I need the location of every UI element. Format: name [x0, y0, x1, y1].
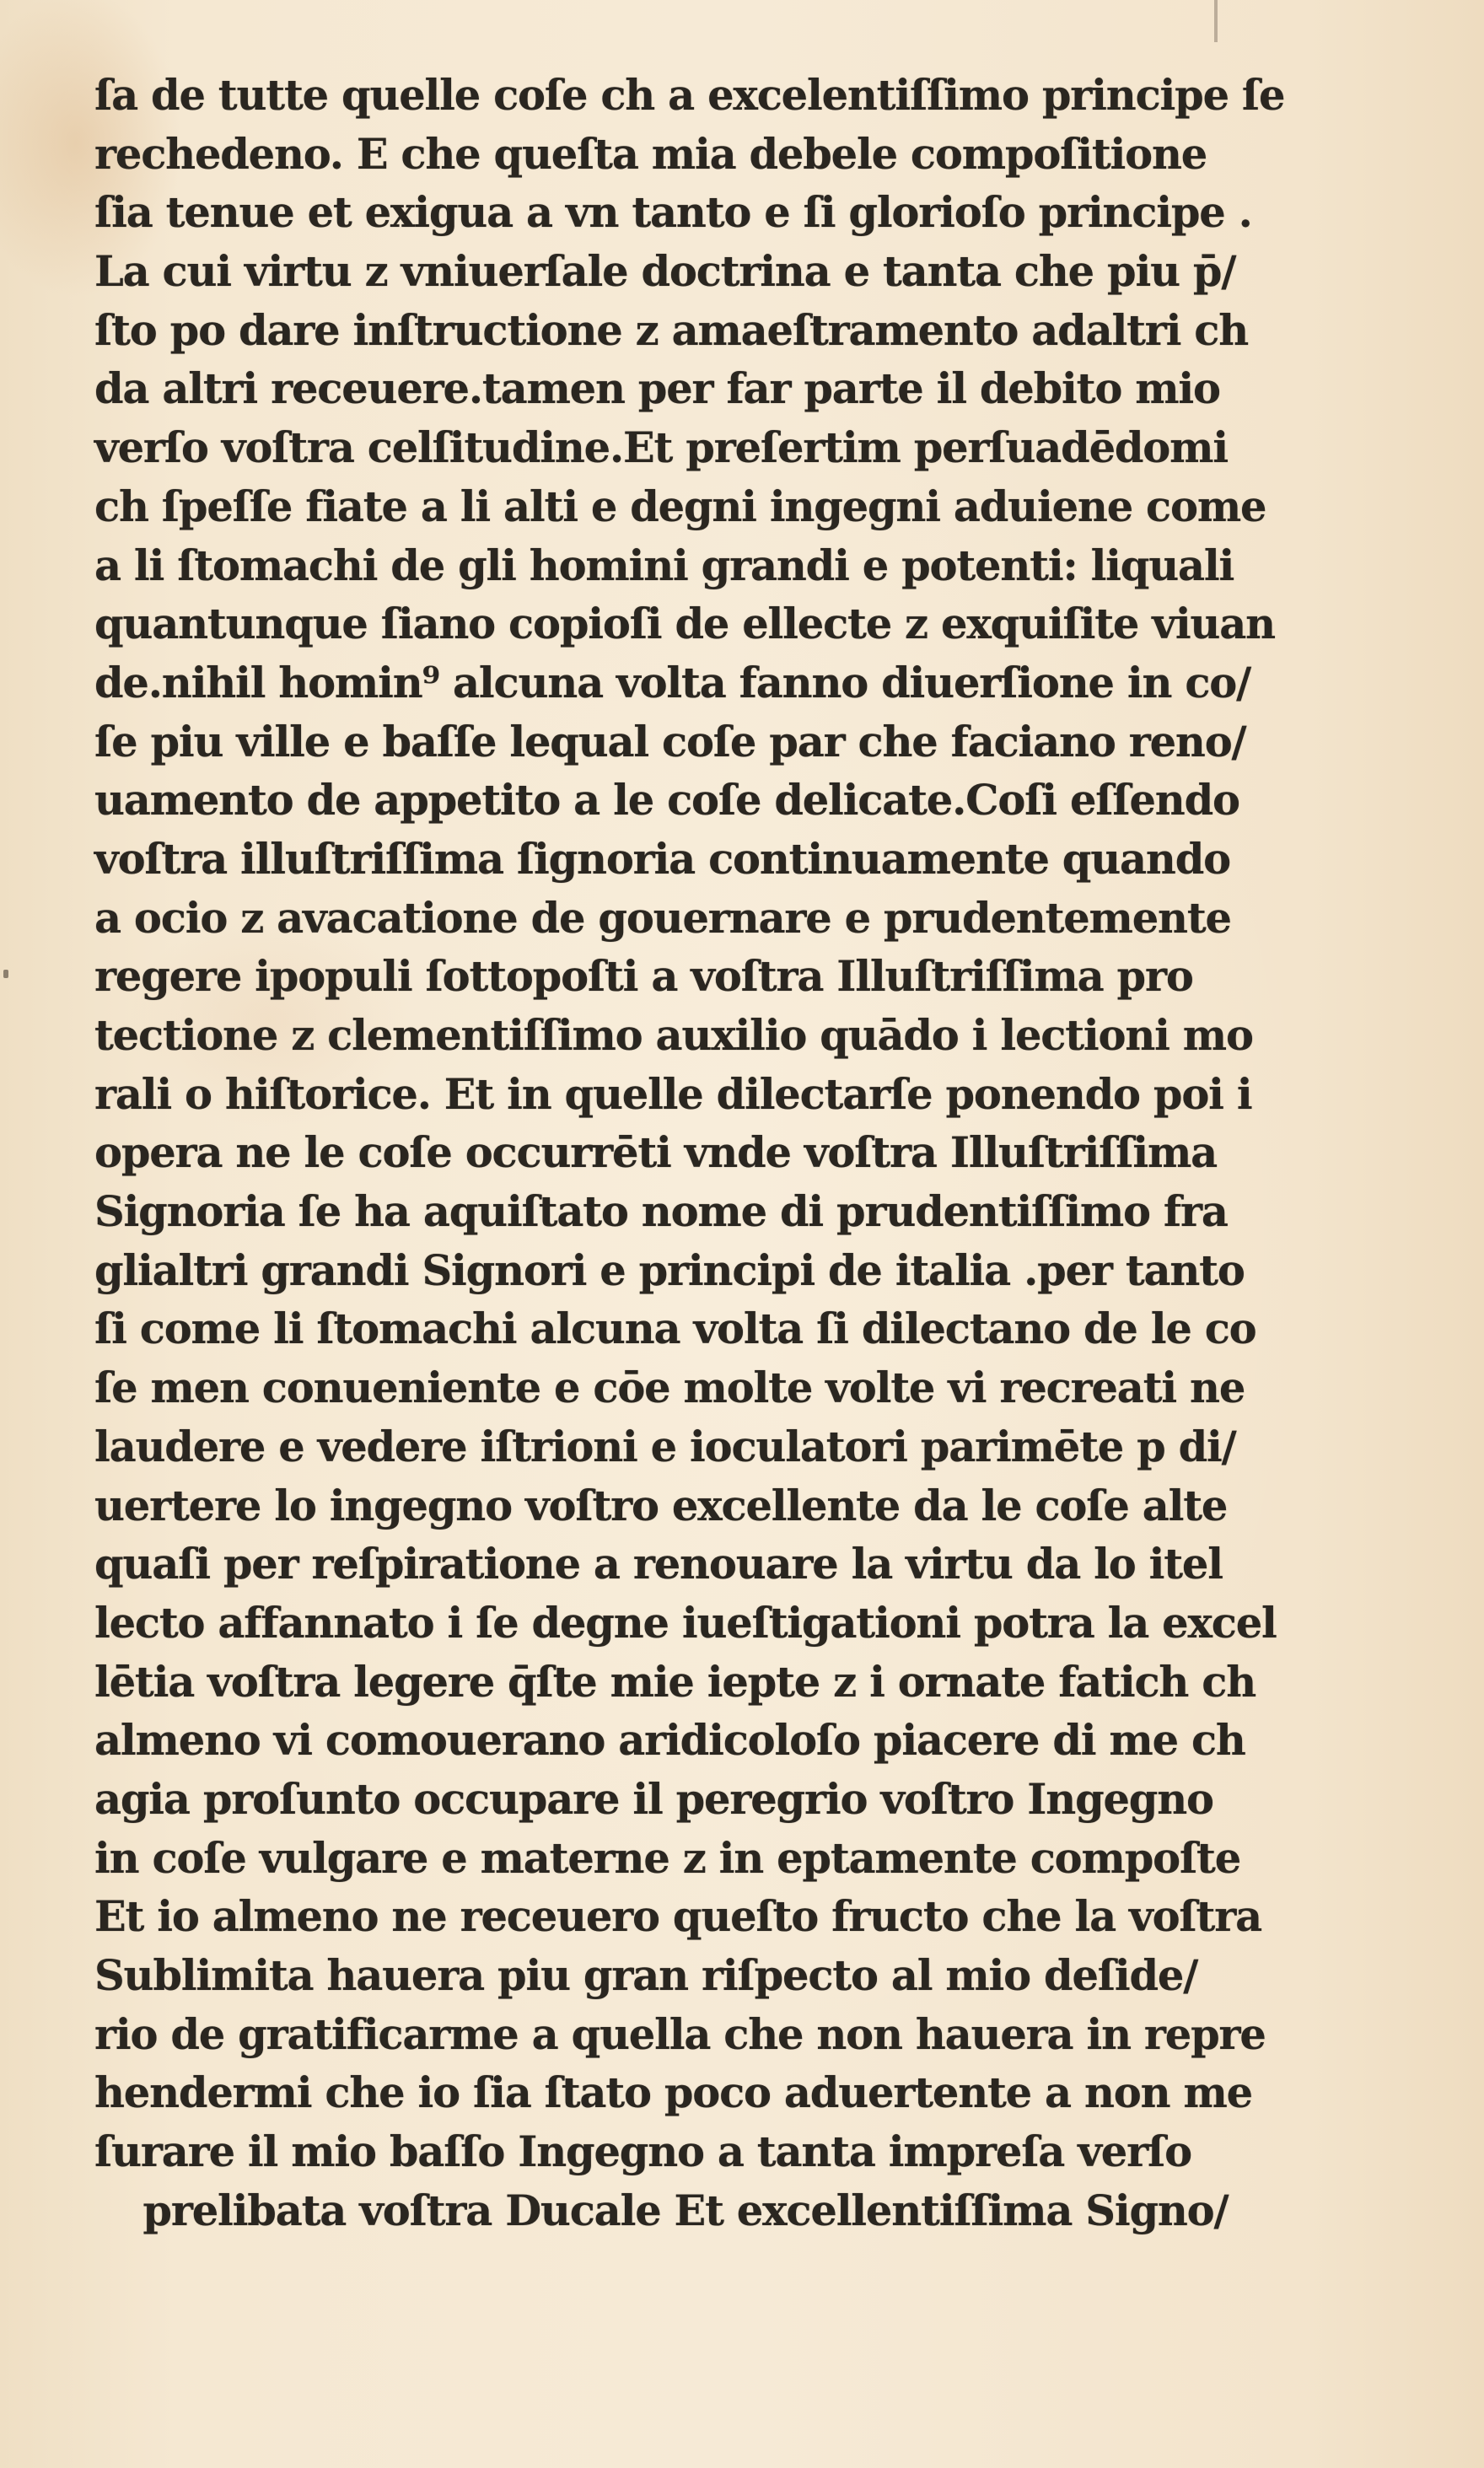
text-line: ch ſpeſſe fiate a li alti e degni ingegni aduiene come	[94, 481, 1266, 531]
text-line: a ocio z avacatione de gouernare e prudentemente	[94, 892, 1231, 943]
text-line: regere ipopuli ſottopoſti a voſtra Illuſtriſſima pro	[94, 951, 1193, 1002]
text-line: ſi come li ſtomachi alcuna volta ſi dilectano de le co	[94, 1304, 1256, 1354]
text-line: almeno vi comouerano aridicoloſo piacere di me ch	[94, 1715, 1245, 1766]
text-line: hendermi che io ſia ſtato poco aduertente a non me	[94, 2067, 1252, 2118]
text-line: a li ſtomachi de gli homini grandi e potenti: liquali	[94, 540, 1234, 590]
text-line: ſia tenue et exigua a vn tanto e ſi glorioſo principe .	[94, 187, 1252, 238]
text-line: rechedeno. E che queſta mia debele compoſitione	[94, 128, 1207, 179]
text-line: agia proſunto occupare il peregrio voſtro Ingegno	[94, 1773, 1213, 1824]
margin-ink-speck	[3, 970, 8, 978]
text-line: voſtra illuſtriſſima ſignoria continuamente quando	[94, 833, 1230, 884]
text-line: ſa de tutte quelle coſe ch a excelentiſſimo principe ſe	[94, 70, 1285, 120]
text-line-last: prelibata voſtra Ducale Et excellentiſſima Signo/	[142, 2185, 1229, 2235]
text-line: laudere e vedere iſtrioni e ioculatori parimēte p di/	[94, 1421, 1236, 1471]
text-line: lecto affannato i ſe degne iueſtigationi potra la excel	[94, 1597, 1277, 1648]
text-line: Et io almeno ne receuero queſto fructo che la voſtra	[94, 1891, 1262, 1942]
text-line: quaſi per reſpiratione a renouare la virtu da lo itel	[94, 1539, 1223, 1589]
text-line: verſo voſtra celſitudine.Et preſertim perſuadēdomi	[94, 422, 1228, 473]
text-line: ſurare il mio baſſo Ingegno a tanta impreſa verſo	[94, 2127, 1191, 2177]
text-line: lētia voſtra legere q̄ſte mie iepte z i ornate fatich ch	[94, 1656, 1256, 1707]
text-line: quantunque ſiano copioſi de ellecte z exquiſite viuan	[94, 599, 1275, 649]
text-line: rio de gratificarme a quella che non hauera in repre	[94, 2008, 1266, 2059]
text-line: glialtri grandi Signori e principi de italia .per tanto	[94, 1245, 1245, 1295]
text-line: da altri receuere.tamen per far parte il debito mio	[94, 363, 1220, 414]
text-line: ſto po dare inſtructione z amaeſtramento adaltri ch	[94, 304, 1249, 355]
text-line: opera ne le coſe occurrēti vnde voſtra Illuſtriſſima	[94, 1127, 1218, 1178]
text-line: uertere lo ingegno voſtro excellente da le coſe alte	[94, 1480, 1228, 1530]
text-line: in coſe vulgare e materne z in eptamente compoſte	[94, 1832, 1241, 1883]
text-line: ſe piu ville e baſſe lequal coſe par che faciano reno/	[94, 716, 1246, 766]
text-line: uamento de appetito a le coſe delicate.Coſi eſſendo	[94, 775, 1239, 825]
text-column	[94, 66, 1410, 2239]
gutter-mark	[1214, 0, 1218, 42]
text-line: ſe men conueniente e cōe molte volte vi recreati ne	[94, 1363, 1245, 1413]
text-line: rali o hiſtorice. Et in quelle dilectarſe ponendo poi i	[94, 1068, 1252, 1119]
text-line: tectione z clementiſſimo auxilio quādo i lectioni mo	[94, 1010, 1253, 1060]
text-line: La cui virtu z vniuerſale doctrina e tanta che piu p̄/	[94, 246, 1236, 297]
text-line: Sublimita hauera piu gran riſpecto al mio deſide/	[94, 1950, 1198, 2000]
text-line: de.nihil homin⁹ alcuna volta fanno diuerſione in co/	[94, 657, 1250, 707]
text-line: Signoria ſe ha aquiſtato nome di prudentiſſimo fra	[94, 1186, 1228, 1237]
